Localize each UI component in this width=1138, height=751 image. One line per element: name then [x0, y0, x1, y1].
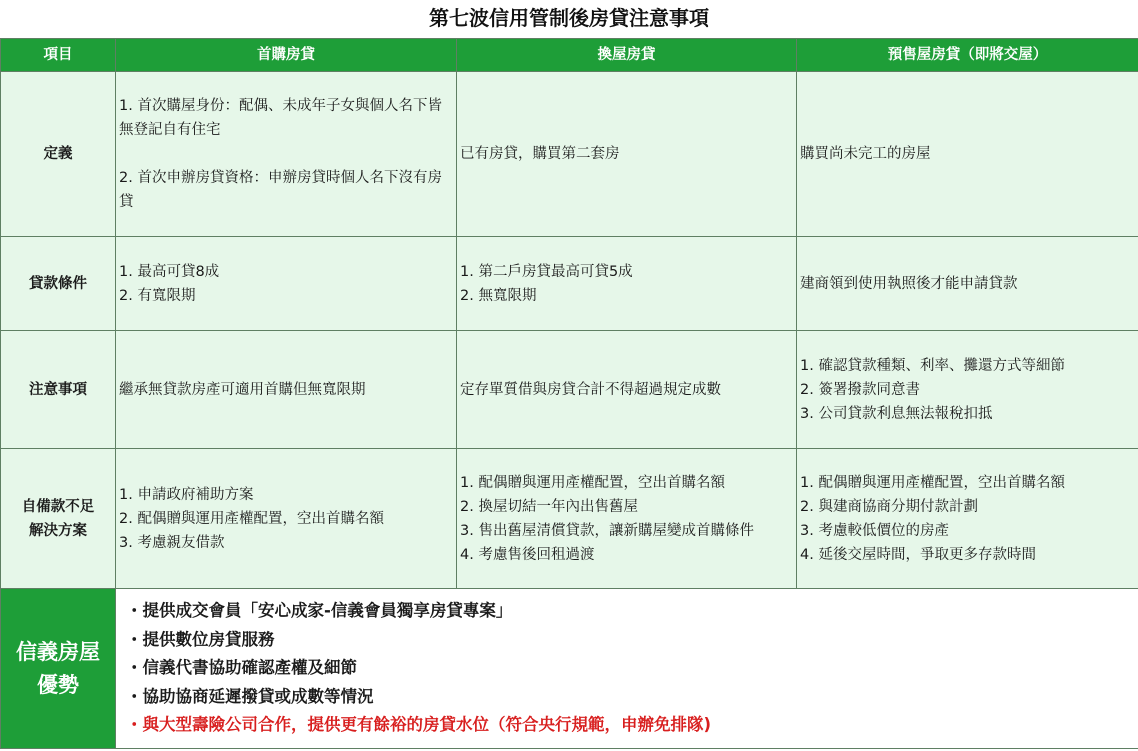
cell-change-house — [457, 331, 797, 449]
cell-line: 2. 有寬限期 — [119, 287, 196, 304]
cell-line: 1. 第二戶房貸最高可貸5成 — [460, 263, 633, 280]
cell-first-purchase — [116, 449, 457, 589]
cell-line: 2. 首次申辦房貸資格：申辦房貸時個人名下沒有房貸 — [119, 170, 442, 210]
cell-presale — [797, 72, 1138, 237]
cell-presale — [797, 237, 1138, 331]
cell-line: 1. 申請政府補助方案 — [119, 486, 254, 503]
table-row-solutions — [1, 449, 1138, 589]
cell-line: 3. 考慮較低價位的房產 — [800, 522, 949, 539]
row-label-line: 貸款條件 — [29, 275, 87, 292]
header-item: 項目 — [1, 39, 116, 72]
advantage-label — [1, 589, 116, 749]
cell-spacer — [119, 142, 453, 166]
mortgage-comparison-table — [0, 38, 1138, 749]
cell-line: 1. 最高可貸8成 — [119, 263, 220, 280]
row-label-line: 注意事項 — [29, 381, 87, 398]
cell-line: 1. 確認貸款種類、利率、攤還方式等細節 — [800, 357, 1065, 374]
row-label — [1, 331, 116, 449]
cell-line: 1. 首次購屋身份：配偶、未成年子女與個人名下皆無登記自有住宅 — [119, 98, 442, 138]
cell-line: 3. 售出舊屋清償貸款，讓新購屋變成首購條件 — [460, 522, 754, 539]
header-presale: 預售屋房貸（即將交屋） — [797, 39, 1138, 72]
advantage-row — [1, 589, 1138, 749]
cell-line: 2. 無寬限期 — [460, 287, 537, 304]
row-label — [1, 449, 116, 589]
cell-line: 2. 簽署撥款同意書 — [800, 381, 920, 398]
row-label-line: 解決方案 — [29, 522, 87, 539]
table-row-loan-terms — [1, 237, 1138, 331]
cell-line: 2. 與建商協商分期付款計劃 — [800, 498, 978, 515]
cell-line: 已有房貸，購買第二套房 — [460, 146, 620, 162]
page-title: 第七波信用管制後房貸注意事項 — [429, 6, 709, 30]
cell-line: 4. 延後交屋時間，爭取更多存款時間 — [800, 546, 1036, 563]
advantage-item: ・信義代書協助確認產權及細節 — [126, 658, 357, 678]
cell-line: 1. 配偶贈與運用產權配置，空出首購名額 — [800, 474, 1065, 491]
cell-line: 建商領到使用執照後才能申請貸款 — [800, 275, 1018, 292]
header-change-house: 換屋房貸 — [457, 39, 797, 72]
row-label-line: 定義 — [43, 146, 73, 162]
header-row — [1, 39, 1138, 72]
row-label — [1, 237, 116, 331]
table-row-notes — [1, 331, 1138, 449]
header-first-purchase: 首購房貸 — [116, 39, 457, 72]
cell-line: 繼承無貸款房產可適用首購但無寬限期 — [119, 381, 366, 398]
advantage-item: ・提供數位房貸服務 — [126, 629, 275, 649]
table-row-definition — [1, 72, 1138, 237]
cell-change-house — [457, 237, 797, 331]
advantage-list — [116, 589, 1138, 749]
cell-change-house — [457, 72, 797, 237]
cell-line: 2. 配偶贈與運用產權配置，空出首購名額 — [119, 510, 384, 527]
advantage-label-line: 信義房屋 — [16, 639, 100, 664]
cell-line: 2. 換屋切結一年內出售舊屋 — [460, 498, 638, 515]
row-label-line: 自備款不足 — [21, 498, 95, 515]
advantage-item: ・提供成交會員「安心成家-信義會員獨享房貸專案」 — [126, 601, 513, 621]
advantage-item: ・協助協商延遲撥貸或成數等情況 — [126, 686, 374, 706]
advantage-item-highlight: ・與大型壽險公司合作，提供更有餘裕的房貸水位（符合央行規範，申辦免排隊) — [126, 715, 712, 735]
cell-line: 4. 考慮售後回租過渡 — [460, 546, 595, 563]
row-label — [1, 72, 116, 237]
advantage-label-line: 優勢 — [37, 672, 79, 697]
cell-change-house — [457, 449, 797, 589]
cell-line: 購買尚未完工的房屋 — [800, 146, 931, 162]
cell-presale — [797, 331, 1138, 449]
cell-first-purchase — [116, 237, 457, 331]
cell-line: 3. 公司貸款利息無法報稅扣抵 — [800, 405, 993, 422]
cell-line: 3. 考慮親友借款 — [119, 534, 225, 551]
cell-first-purchase — [116, 331, 457, 449]
cell-line: 定存單質借與房貸合計不得超過規定成數 — [460, 381, 721, 398]
cell-line: 1. 配偶贈與運用產權配置，空出首購名額 — [460, 474, 725, 491]
cell-presale — [797, 449, 1138, 589]
cell-first-purchase — [116, 72, 457, 237]
